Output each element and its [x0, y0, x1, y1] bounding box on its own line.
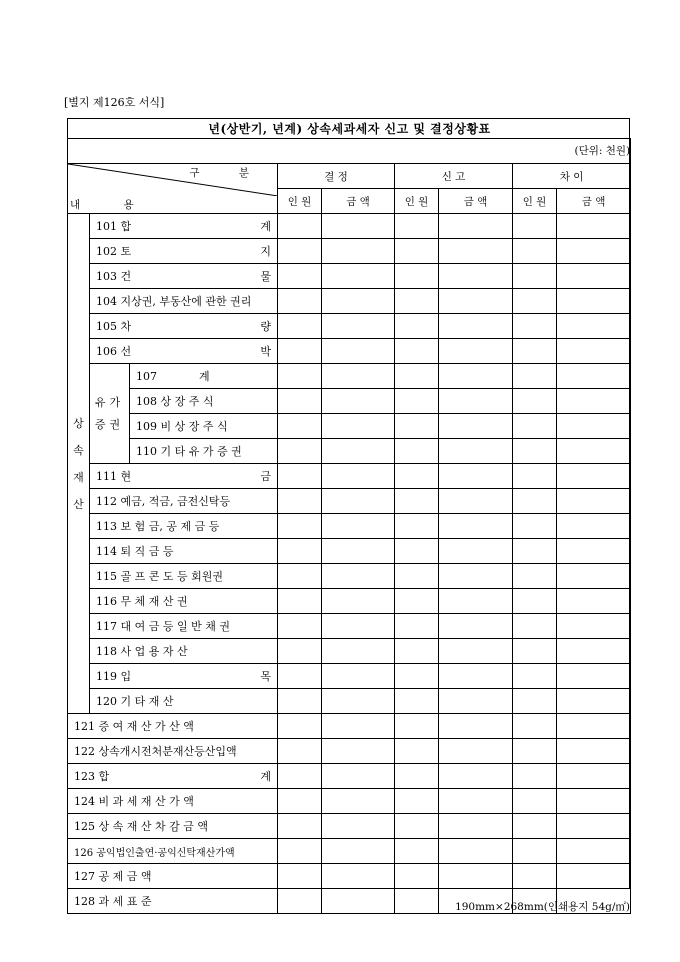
input-cell[interactable]: [322, 689, 395, 714]
input-cell[interactable]: [278, 539, 322, 564]
input-cell[interactable]: [322, 664, 395, 689]
input-cell[interactable]: [322, 214, 395, 239]
input-cell[interactable]: [395, 314, 439, 339]
input-cell[interactable]: [322, 489, 395, 514]
input-cell[interactable]: [278, 239, 322, 264]
input-cell[interactable]: [513, 539, 557, 564]
input-cell[interactable]: [439, 514, 513, 539]
input-cell[interactable]: [278, 714, 322, 739]
input-cell[interactable]: [513, 764, 557, 789]
row-label: 124 비 과 세 재 산 가 액: [68, 789, 278, 814]
row-label: 125 상 속 재 산 차 감 금 액: [68, 814, 278, 839]
input-cell[interactable]: [557, 814, 631, 839]
input-cell[interactable]: [557, 214, 631, 239]
input-cell[interactable]: [439, 589, 513, 614]
table-row: [68, 314, 631, 339]
input-cell[interactable]: [557, 289, 631, 314]
input-cell[interactable]: [278, 564, 322, 589]
input-cell[interactable]: [278, 414, 322, 439]
input-cell[interactable]: [278, 214, 322, 239]
input-cell[interactable]: [278, 264, 322, 289]
input-cell[interactable]: [513, 839, 557, 864]
input-cell[interactable]: [513, 464, 557, 489]
input-cell[interactable]: [513, 414, 557, 439]
input-cell[interactable]: [557, 314, 631, 339]
input-cell[interactable]: [513, 514, 557, 539]
input-cell[interactable]: [557, 514, 631, 539]
input-cell[interactable]: [395, 639, 439, 664]
input-cell[interactable]: [322, 439, 395, 464]
input-cell[interactable]: [395, 364, 439, 389]
input-cell[interactable]: [513, 239, 557, 264]
header-count: 인 원: [513, 189, 557, 214]
input-cell[interactable]: [439, 839, 513, 864]
input-cell[interactable]: [557, 589, 631, 614]
input-cell[interactable]: [439, 864, 513, 889]
input-cell[interactable]: [557, 764, 631, 789]
input-cell[interactable]: [513, 289, 557, 314]
table-row: [68, 514, 631, 539]
input-cell[interactable]: [557, 739, 631, 764]
input-cell[interactable]: [278, 614, 322, 639]
input-cell[interactable]: [439, 414, 513, 439]
input-cell[interactable]: [322, 639, 395, 664]
input-cell[interactable]: [322, 864, 395, 889]
input-cell[interactable]: [557, 864, 631, 889]
input-cell[interactable]: [395, 664, 439, 689]
input-cell[interactable]: [278, 689, 322, 714]
unit-label: (단위: 천원): [68, 139, 631, 164]
input-cell[interactable]: [557, 264, 631, 289]
row-label: 103 건 물: [90, 264, 278, 289]
input-cell[interactable]: [278, 364, 322, 389]
input-cell[interactable]: [395, 689, 439, 714]
input-cell[interactable]: [439, 489, 513, 514]
input-cell[interactable]: [322, 614, 395, 639]
input-cell[interactable]: [557, 339, 631, 364]
input-cell[interactable]: [557, 464, 631, 489]
header-diagonal-cell: [68, 164, 278, 214]
input-cell[interactable]: [322, 764, 395, 789]
table-row: [68, 864, 631, 889]
input-cell[interactable]: [395, 289, 439, 314]
input-cell[interactable]: [557, 614, 631, 639]
input-cell[interactable]: [557, 639, 631, 664]
row-label: 115 골 프 콘 도 등 회원권: [90, 564, 278, 589]
input-cell[interactable]: [513, 814, 557, 839]
row-label: 114 퇴 직 금 등: [90, 539, 278, 564]
input-cell[interactable]: [557, 714, 631, 739]
input-cell[interactable]: [278, 664, 322, 689]
input-cell[interactable]: [278, 589, 322, 614]
input-cell[interactable]: [278, 314, 322, 339]
input-cell[interactable]: [278, 889, 322, 914]
input-cell[interactable]: [513, 864, 557, 889]
table-row: [68, 664, 631, 689]
input-cell[interactable]: [395, 439, 439, 464]
input-cell[interactable]: [322, 889, 395, 914]
input-cell[interactable]: [513, 439, 557, 464]
row-label: 119 입 목: [90, 664, 278, 689]
input-cell[interactable]: [395, 539, 439, 564]
input-cell[interactable]: [395, 264, 439, 289]
input-cell[interactable]: [439, 639, 513, 664]
input-cell[interactable]: [395, 489, 439, 514]
input-cell[interactable]: [278, 739, 322, 764]
input-cell[interactable]: [513, 639, 557, 664]
header-count: 인 원: [278, 189, 322, 214]
row-label: 112 예금, 적금, 금전신탁등: [90, 489, 278, 514]
row-label: 117 대 여 금 등 일 반 채 권: [90, 614, 278, 639]
table-row: [68, 789, 631, 814]
row-label: 126 공익법인출연·공익신탁재산가액: [68, 839, 278, 864]
input-cell[interactable]: [395, 514, 439, 539]
table-row: [68, 614, 631, 639]
row-label: 108 상 장 주 식: [130, 389, 278, 414]
header-gyeoljeong: 결 정: [278, 164, 395, 189]
table-row: [68, 364, 631, 389]
input-cell[interactable]: [395, 889, 439, 914]
input-cell[interactable]: [395, 814, 439, 839]
input-cell[interactable]: [439, 264, 513, 289]
table-row: [68, 464, 631, 489]
input-cell[interactable]: [557, 389, 631, 414]
header-amount: 금 액: [439, 189, 513, 214]
input-cell[interactable]: [395, 589, 439, 614]
input-cell[interactable]: [395, 864, 439, 889]
table-row: [68, 764, 631, 789]
input-cell[interactable]: [395, 614, 439, 639]
input-cell[interactable]: [439, 664, 513, 689]
row-label: 120 기 타 재 산: [90, 689, 278, 714]
table-row: [68, 739, 631, 764]
input-cell[interactable]: [278, 389, 322, 414]
section-yuga-jeunggwon: 유가 증권: [90, 364, 130, 464]
row-label: 118 사 업 용 자 산: [90, 639, 278, 664]
input-cell[interactable]: [278, 864, 322, 889]
row-label: 110 기 타 유 가 증 권: [130, 439, 278, 464]
input-cell[interactable]: [439, 364, 513, 389]
row-label: 127 공 제 금 액: [68, 864, 278, 889]
header-singo: 신 고: [395, 164, 513, 189]
input-cell[interactable]: [513, 489, 557, 514]
table-row: [68, 639, 631, 664]
row-label: 104 지상권, 부동산에 관한 권리: [90, 289, 278, 314]
input-cell[interactable]: [557, 439, 631, 464]
input-cell[interactable]: [322, 789, 395, 814]
input-cell[interactable]: [439, 439, 513, 464]
row-label: 113 보 험 금, 공 제 금 등: [90, 514, 278, 539]
table-row: [68, 839, 631, 864]
input-cell[interactable]: [439, 289, 513, 314]
input-cell[interactable]: [278, 514, 322, 539]
row-label: 102 토 지: [90, 239, 278, 264]
input-cell[interactable]: [322, 414, 395, 439]
input-cell[interactable]: [557, 564, 631, 589]
input-cell[interactable]: [322, 464, 395, 489]
input-cell[interactable]: [278, 789, 322, 814]
input-cell[interactable]: [322, 364, 395, 389]
input-cell[interactable]: [557, 489, 631, 514]
input-cell[interactable]: [513, 389, 557, 414]
input-cell[interactable]: [439, 564, 513, 589]
input-cell[interactable]: [278, 464, 322, 489]
input-cell[interactable]: [439, 539, 513, 564]
row-label: 107 계: [130, 364, 278, 389]
input-cell[interactable]: [557, 539, 631, 564]
input-cell[interactable]: [278, 814, 322, 839]
input-cell[interactable]: [513, 714, 557, 739]
input-cell[interactable]: [439, 789, 513, 814]
row-label: 123 합 계: [68, 764, 278, 789]
table-row: [68, 339, 631, 364]
input-cell[interactable]: [278, 439, 322, 464]
input-cell[interactable]: [395, 389, 439, 414]
input-cell[interactable]: [439, 814, 513, 839]
input-cell[interactable]: [513, 789, 557, 814]
input-cell[interactable]: [439, 214, 513, 239]
input-cell[interactable]: [322, 389, 395, 414]
input-cell[interactable]: [322, 839, 395, 864]
input-cell[interactable]: [395, 239, 439, 264]
table-row: [68, 439, 631, 464]
input-cell[interactable]: [395, 414, 439, 439]
input-cell[interactable]: [395, 564, 439, 589]
input-cell[interactable]: [513, 364, 557, 389]
input-cell[interactable]: [322, 814, 395, 839]
header-amount: 금 액: [322, 189, 395, 214]
input-cell[interactable]: [513, 589, 557, 614]
input-cell[interactable]: [513, 264, 557, 289]
input-cell[interactable]: [322, 264, 395, 289]
input-cell[interactable]: [513, 564, 557, 589]
row-label: 128 과 세 표 준: [68, 889, 278, 914]
input-cell[interactable]: [322, 564, 395, 589]
input-cell[interactable]: [278, 489, 322, 514]
input-cell[interactable]: [439, 739, 513, 764]
table-row: [68, 714, 631, 739]
input-cell[interactable]: [557, 414, 631, 439]
input-cell[interactable]: [395, 764, 439, 789]
row-label: 101 합 계: [90, 214, 278, 239]
row-label: 109 비 상 장 주 식: [130, 414, 278, 439]
input-cell[interactable]: [439, 464, 513, 489]
input-cell[interactable]: [439, 764, 513, 789]
input-cell[interactable]: [513, 614, 557, 639]
input-cell[interactable]: [513, 689, 557, 714]
input-cell[interactable]: [322, 514, 395, 539]
paper-size-note: 190mm×268mm(인쇄용지 54g/㎡): [455, 901, 630, 913]
input-cell[interactable]: [513, 739, 557, 764]
table-row: [68, 389, 631, 414]
table-row: [68, 239, 631, 264]
input-cell[interactable]: [322, 339, 395, 364]
header-amount: 금 액: [557, 189, 631, 214]
input-cell[interactable]: [278, 839, 322, 864]
input-cell[interactable]: [439, 614, 513, 639]
input-cell[interactable]: [278, 339, 322, 364]
input-cell[interactable]: [395, 839, 439, 864]
input-cell[interactable]: [557, 664, 631, 689]
input-cell[interactable]: [557, 689, 631, 714]
row-label: 106 선 박: [90, 339, 278, 364]
input-cell[interactable]: [395, 214, 439, 239]
row-label: 105 차 량: [90, 314, 278, 339]
input-cell[interactable]: [322, 589, 395, 614]
input-cell[interactable]: [439, 314, 513, 339]
row-label: 111 현 금: [90, 464, 278, 489]
input-cell[interactable]: [439, 689, 513, 714]
input-cell[interactable]: [322, 539, 395, 564]
input-cell[interactable]: [322, 739, 395, 764]
input-cell[interactable]: [395, 789, 439, 814]
input-cell[interactable]: [395, 339, 439, 364]
input-cell[interactable]: [439, 239, 513, 264]
table-row: [68, 489, 631, 514]
table-row: [68, 214, 631, 239]
header-count: 인 원: [395, 189, 439, 214]
section-sangsok-jaesan: 상 속 재 산: [68, 214, 90, 714]
input-cell[interactable]: [322, 714, 395, 739]
table-row: [68, 689, 631, 714]
table-row: [68, 564, 631, 589]
header-gubun: 구 분: [189, 167, 267, 179]
input-cell[interactable]: [278, 764, 322, 789]
input-cell[interactable]: [513, 214, 557, 239]
table-row: [68, 589, 631, 614]
row-label: 122 상속개시전처분재산등산입액: [68, 739, 278, 764]
table-row: [68, 289, 631, 314]
table-row: [68, 264, 631, 289]
input-cell[interactable]: [395, 714, 439, 739]
input-cell[interactable]: [278, 289, 322, 314]
input-cell[interactable]: [322, 289, 395, 314]
input-cell[interactable]: [322, 314, 395, 339]
input-cell[interactable]: [439, 389, 513, 414]
input-cell[interactable]: [439, 339, 513, 364]
input-cell[interactable]: [557, 239, 631, 264]
input-cell[interactable]: [557, 364, 631, 389]
input-cell[interactable]: [322, 239, 395, 264]
input-cell[interactable]: [278, 639, 322, 664]
input-cell[interactable]: [557, 839, 631, 864]
header-chai: 차 이: [513, 164, 631, 189]
header-naeyong: 내 용: [70, 199, 154, 211]
table-row: [68, 814, 631, 839]
table-row: [68, 539, 631, 564]
form-title: 년(상반기, 년계) 상속세과세자 신고 및 결정상황표: [208, 122, 491, 136]
input-cell[interactable]: [513, 664, 557, 689]
input-cell[interactable]: [439, 714, 513, 739]
input-cell[interactable]: [395, 739, 439, 764]
report-table: [67, 138, 631, 914]
input-cell[interactable]: [513, 339, 557, 364]
row-label: 116 무 체 재 산 권: [90, 589, 278, 614]
table-row: [68, 414, 631, 439]
input-cell[interactable]: [395, 464, 439, 489]
input-cell[interactable]: [513, 314, 557, 339]
form-number-label: [별지 제126호 서식]: [64, 96, 165, 109]
input-cell[interactable]: [557, 789, 631, 814]
row-label: 121 증 여 재 산 가 산 액: [68, 714, 278, 739]
